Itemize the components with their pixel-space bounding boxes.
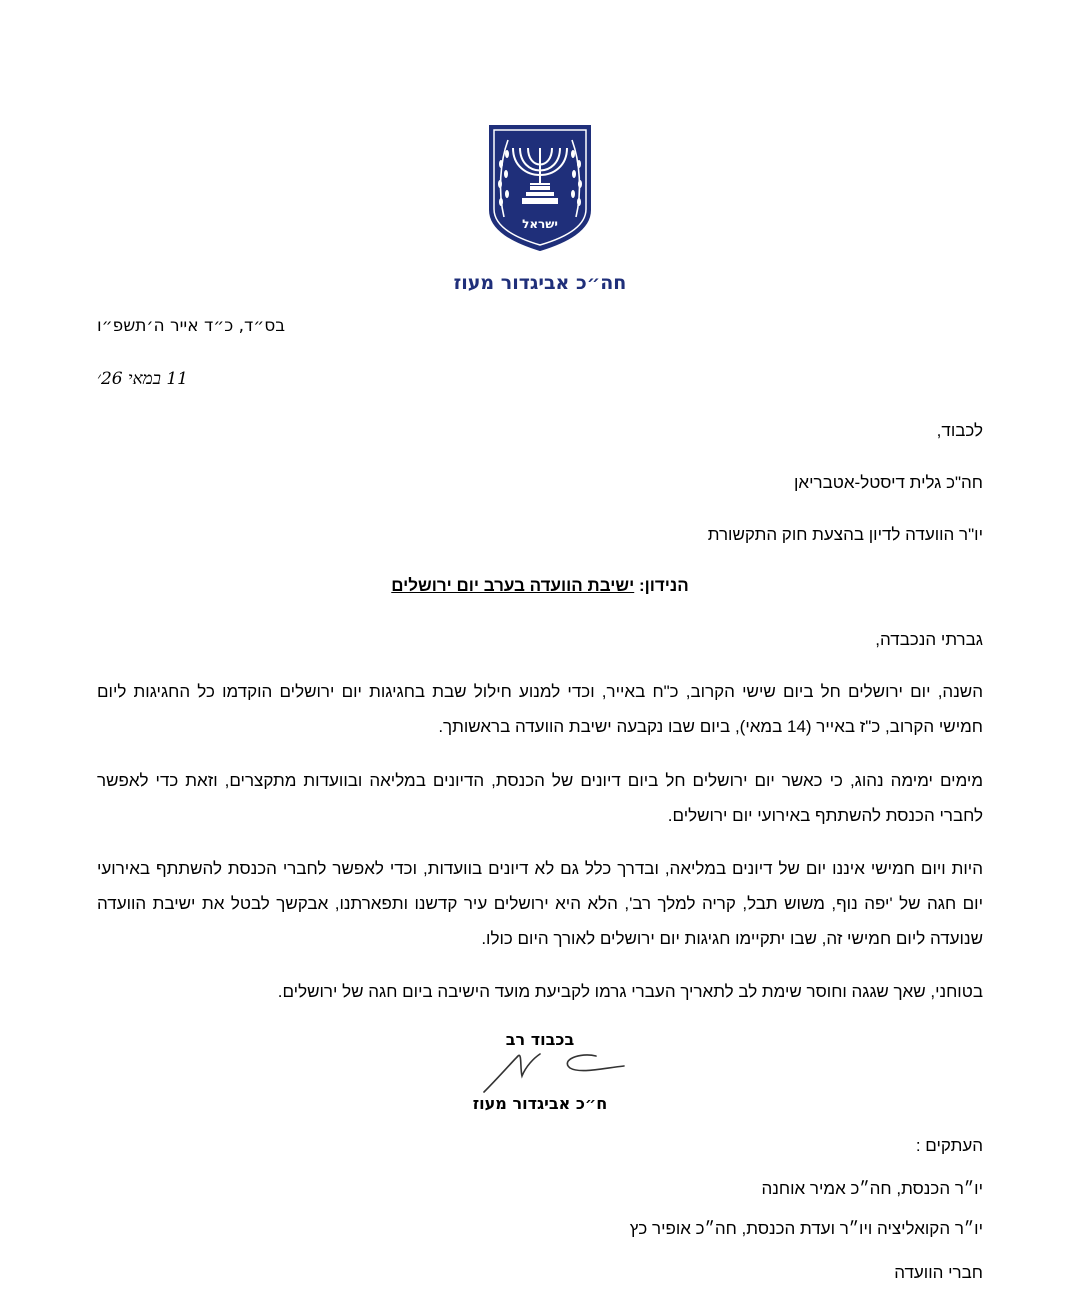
letterhead-author: חה״כ אביגדור מעוז <box>453 272 627 294</box>
cc-title: העתקים : <box>915 1136 983 1155</box>
body-paragraph-1: השנה, יום ירושלים חל ביום שישי הקרוב, כ"ח באייר, וכדי למנוע חילול שבת בחגיגות יום ירושלים הוקדמו כל החגיגות ליום חמישי הקרוב, כ"ז באייר (14 במאי), ביום שבו נקבעה ישיבת הוועדה בראשותך. <box>97 682 983 736</box>
emblem-caption: ישראל <box>522 217 558 231</box>
recipient-name: חה"כ גלית דיסטל-אטבריאן <box>794 473 983 492</box>
subject-line <box>0 576 1080 596</box>
body-paragraph-3: היות ויום חמישי איננו יום של דיונים במליאה, ובדרך כלל גם לא דיונים בוועדות, וכדי לאפשר לחברי הכנסת להשתתף באירועי יום חגה של 'יפה נוף, משוש תבל, קריה למלך רב', הלא היא ירושלים עיר קדשנו ותפארתנו, אבקשך לבטל את ישיבת הוועדה שנועדה ליום חמישי זה, שבו יתקיימו חגיגות יום ירושלים לאורך היום כולו. <box>97 859 983 948</box>
body-paragraph-2: מימים ימימה נהוג, כי כאשר יום ירושלים חל ביום דיונים של הכנסת, הדיונים במליאה ובוועדות מתקצרים, וזאת כדי לאפשר לחברי הכנסת להשתתף באירועי יום ירושלים. <box>97 771 983 825</box>
subject-label: הנידון: <box>638 576 689 595</box>
recipient-role: יו"ר הוועדה לדיון בהצעת חוק התקשורת <box>707 525 983 544</box>
signer-name: ח״כ אביגדור מעוז <box>472 1094 608 1113</box>
cc-item: יו״ר הקואליציה ויו״ר ועדת הכנסת, חה״כ אופיר כץ <box>629 1219 983 1238</box>
closing-regards: בכבוד רב <box>505 1030 575 1049</box>
cc-item: יו״ר הכנסת, חה״כ אמיר אוחנה <box>761 1179 983 1198</box>
cc-item: חברי הוועדה <box>894 1263 983 1282</box>
hebrew-date: בס״ד, כ״ד אייר ה׳תשפ״ו <box>97 316 286 336</box>
subject-text: ישיבת הוועדה בערב יום ירושלים <box>391 576 635 595</box>
gregorian-date: 11 במאי 26׳ <box>97 369 188 389</box>
handwritten-signature <box>478 1048 628 1096</box>
greeting: גברתי הנכבדה, <box>875 630 983 649</box>
state-emblem-icon <box>486 122 594 252</box>
body-paragraph-4: בטוחני, שאך שגגה וחוסר שימת לב לתאריך העברי גרמו לקביעת מועד הישיבה ביום חגה של ירושלים. <box>277 982 983 1001</box>
salutation-to: לכבוד, <box>936 421 983 440</box>
